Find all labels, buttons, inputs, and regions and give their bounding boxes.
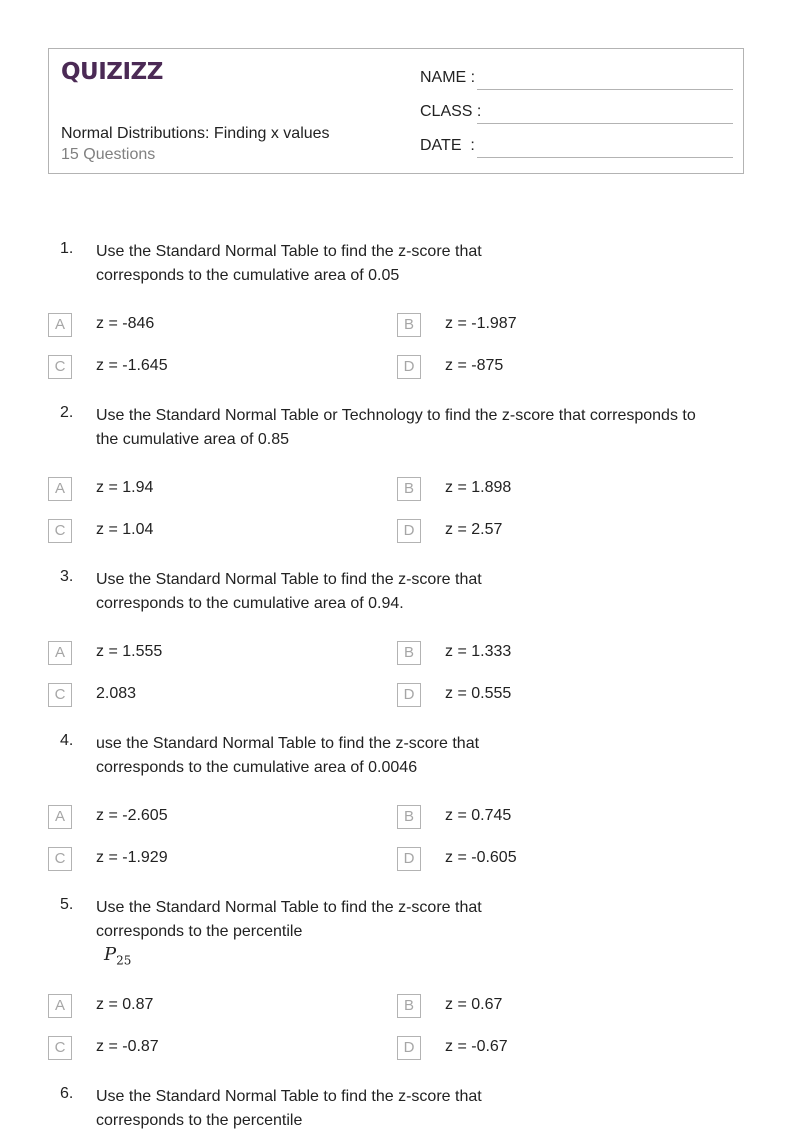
- option-text: z = 0.87: [96, 996, 154, 1013]
- class-line[interactable]: [477, 123, 733, 124]
- question-text: [96, 732, 746, 780]
- option-text: z = -2.605: [96, 807, 168, 824]
- question-1-option-c[interactable]: [48, 355, 348, 379]
- question-line: Use the Standard Normal Table to find the z-score that: [96, 571, 482, 588]
- option-letter: C: [48, 683, 72, 707]
- question-3-option-c[interactable]: [48, 683, 348, 707]
- question-1-option-a[interactable]: [48, 313, 348, 337]
- question-text: [96, 1085, 746, 1133]
- option-letter: C: [48, 1036, 72, 1060]
- option-text: z = 0.745: [445, 807, 512, 824]
- question-line: use the Standard Normal Table to find the z-score that: [96, 735, 480, 752]
- option-letter: D: [397, 1036, 421, 1060]
- option-text: z = -1.929: [96, 849, 168, 866]
- question-1-option-d[interactable]: [397, 355, 697, 379]
- question-line: corresponds to the percentile: [96, 1112, 303, 1129]
- option-letter: D: [397, 355, 421, 379]
- question-5-option-a[interactable]: [48, 994, 348, 1018]
- option-text: z = -846: [96, 315, 155, 332]
- option-letter: D: [397, 683, 421, 707]
- question-5-option-b[interactable]: [397, 994, 697, 1018]
- question-line: Use the Standard Normal Table to find the z-score that: [96, 243, 482, 260]
- question-5-option-d[interactable]: [397, 1036, 697, 1060]
- option-text: z = -1.987: [445, 315, 517, 332]
- question-2-option-c[interactable]: [48, 519, 348, 543]
- option-text: z = 1.555: [96, 643, 163, 660]
- option-letter: A: [48, 805, 72, 829]
- question-count: 15 Questions: [61, 146, 156, 163]
- option-letter: A: [48, 641, 72, 665]
- date-label: DATE :: [420, 137, 475, 154]
- option-letter: C: [48, 355, 72, 379]
- quizizz-logo: QUIZIZZ: [61, 59, 163, 85]
- question-1-option-b[interactable]: [397, 313, 697, 337]
- option-letter: B: [397, 805, 421, 829]
- question-text: [96, 896, 746, 944]
- option-letter: A: [48, 477, 72, 501]
- worksheet-title: Normal Distributions: Finding x values: [61, 125, 330, 142]
- question-4-option-b[interactable]: [397, 805, 697, 829]
- question-line: corresponds to the cumulative area of 0.05: [96, 267, 400, 284]
- name-line[interactable]: [477, 89, 733, 90]
- option-text: z = -0.67: [445, 1038, 508, 1055]
- question-line: the cumulative area of 0.85: [96, 431, 290, 448]
- question-2-option-a[interactable]: [48, 477, 348, 501]
- option-text: z = -875: [445, 357, 504, 374]
- option-letter: D: [397, 847, 421, 871]
- question-number: 3.: [60, 568, 74, 585]
- option-text: z = 1.04: [96, 521, 154, 538]
- question-2-option-b[interactable]: [397, 477, 697, 501]
- name-field[interactable]: [420, 69, 733, 93]
- option-letter: A: [48, 994, 72, 1018]
- question-3-option-d[interactable]: [397, 683, 697, 707]
- question-number: 5.: [60, 896, 74, 913]
- question-4-option-a[interactable]: [48, 805, 348, 829]
- option-text: z = 1.94: [96, 479, 154, 496]
- question-3-option-b[interactable]: [397, 641, 697, 665]
- option-text: z = 1.333: [445, 643, 512, 660]
- option-text: z = 0.555: [445, 685, 512, 702]
- question-line: corresponds to the percentile: [96, 923, 303, 940]
- question-4-option-c[interactable]: [48, 847, 348, 871]
- question-text: [96, 404, 746, 452]
- option-text: z = -0.605: [445, 849, 517, 866]
- percentile-expression: [104, 944, 131, 968]
- date-line[interactable]: [477, 157, 733, 158]
- option-text: z = -1.645: [96, 357, 168, 374]
- option-text: 2.083: [96, 685, 137, 702]
- class-label: CLASS :: [420, 103, 482, 120]
- math-subscript: 25: [116, 953, 132, 968]
- option-letter: D: [397, 519, 421, 543]
- date-field[interactable]: [420, 137, 733, 161]
- option-letter: B: [397, 994, 421, 1018]
- name-label: NAME :: [420, 69, 476, 86]
- option-text: z = 1.898: [445, 479, 512, 496]
- question-text: [96, 240, 746, 288]
- option-letter: B: [397, 641, 421, 665]
- question-line: Use the Standard Normal Table or Technology to find the z-score that corresponds to: [96, 407, 696, 424]
- option-letter: C: [48, 519, 72, 543]
- question-line: corresponds to the cumulative area of 0.94.: [96, 595, 404, 612]
- option-letter: C: [48, 847, 72, 871]
- option-letter: B: [397, 477, 421, 501]
- class-field[interactable]: [420, 103, 733, 127]
- question-number: 6.: [60, 1085, 74, 1102]
- question-2-option-d[interactable]: [397, 519, 697, 543]
- question-4-option-d[interactable]: [397, 847, 697, 871]
- question-text: [96, 568, 746, 616]
- option-letter: B: [397, 313, 421, 337]
- question-5-option-c[interactable]: [48, 1036, 348, 1060]
- question-number: 1.: [60, 240, 74, 257]
- worksheet-header: [48, 48, 744, 174]
- question-3-option-a[interactable]: [48, 641, 348, 665]
- option-text: z = -0.87: [96, 1038, 159, 1055]
- option-text: z = 2.57: [445, 521, 503, 538]
- question-line: corresponds to the cumulative area of 0.0046: [96, 759, 418, 776]
- option-text: z = 0.67: [445, 996, 503, 1013]
- question-number: 4.: [60, 732, 74, 749]
- option-letter: A: [48, 313, 72, 337]
- question-line: Use the Standard Normal Table to find the z-score that: [96, 1088, 482, 1105]
- question-line: Use the Standard Normal Table to find the z-score that: [96, 899, 482, 916]
- math-base: P: [104, 944, 117, 965]
- question-number: 2.: [60, 404, 74, 421]
